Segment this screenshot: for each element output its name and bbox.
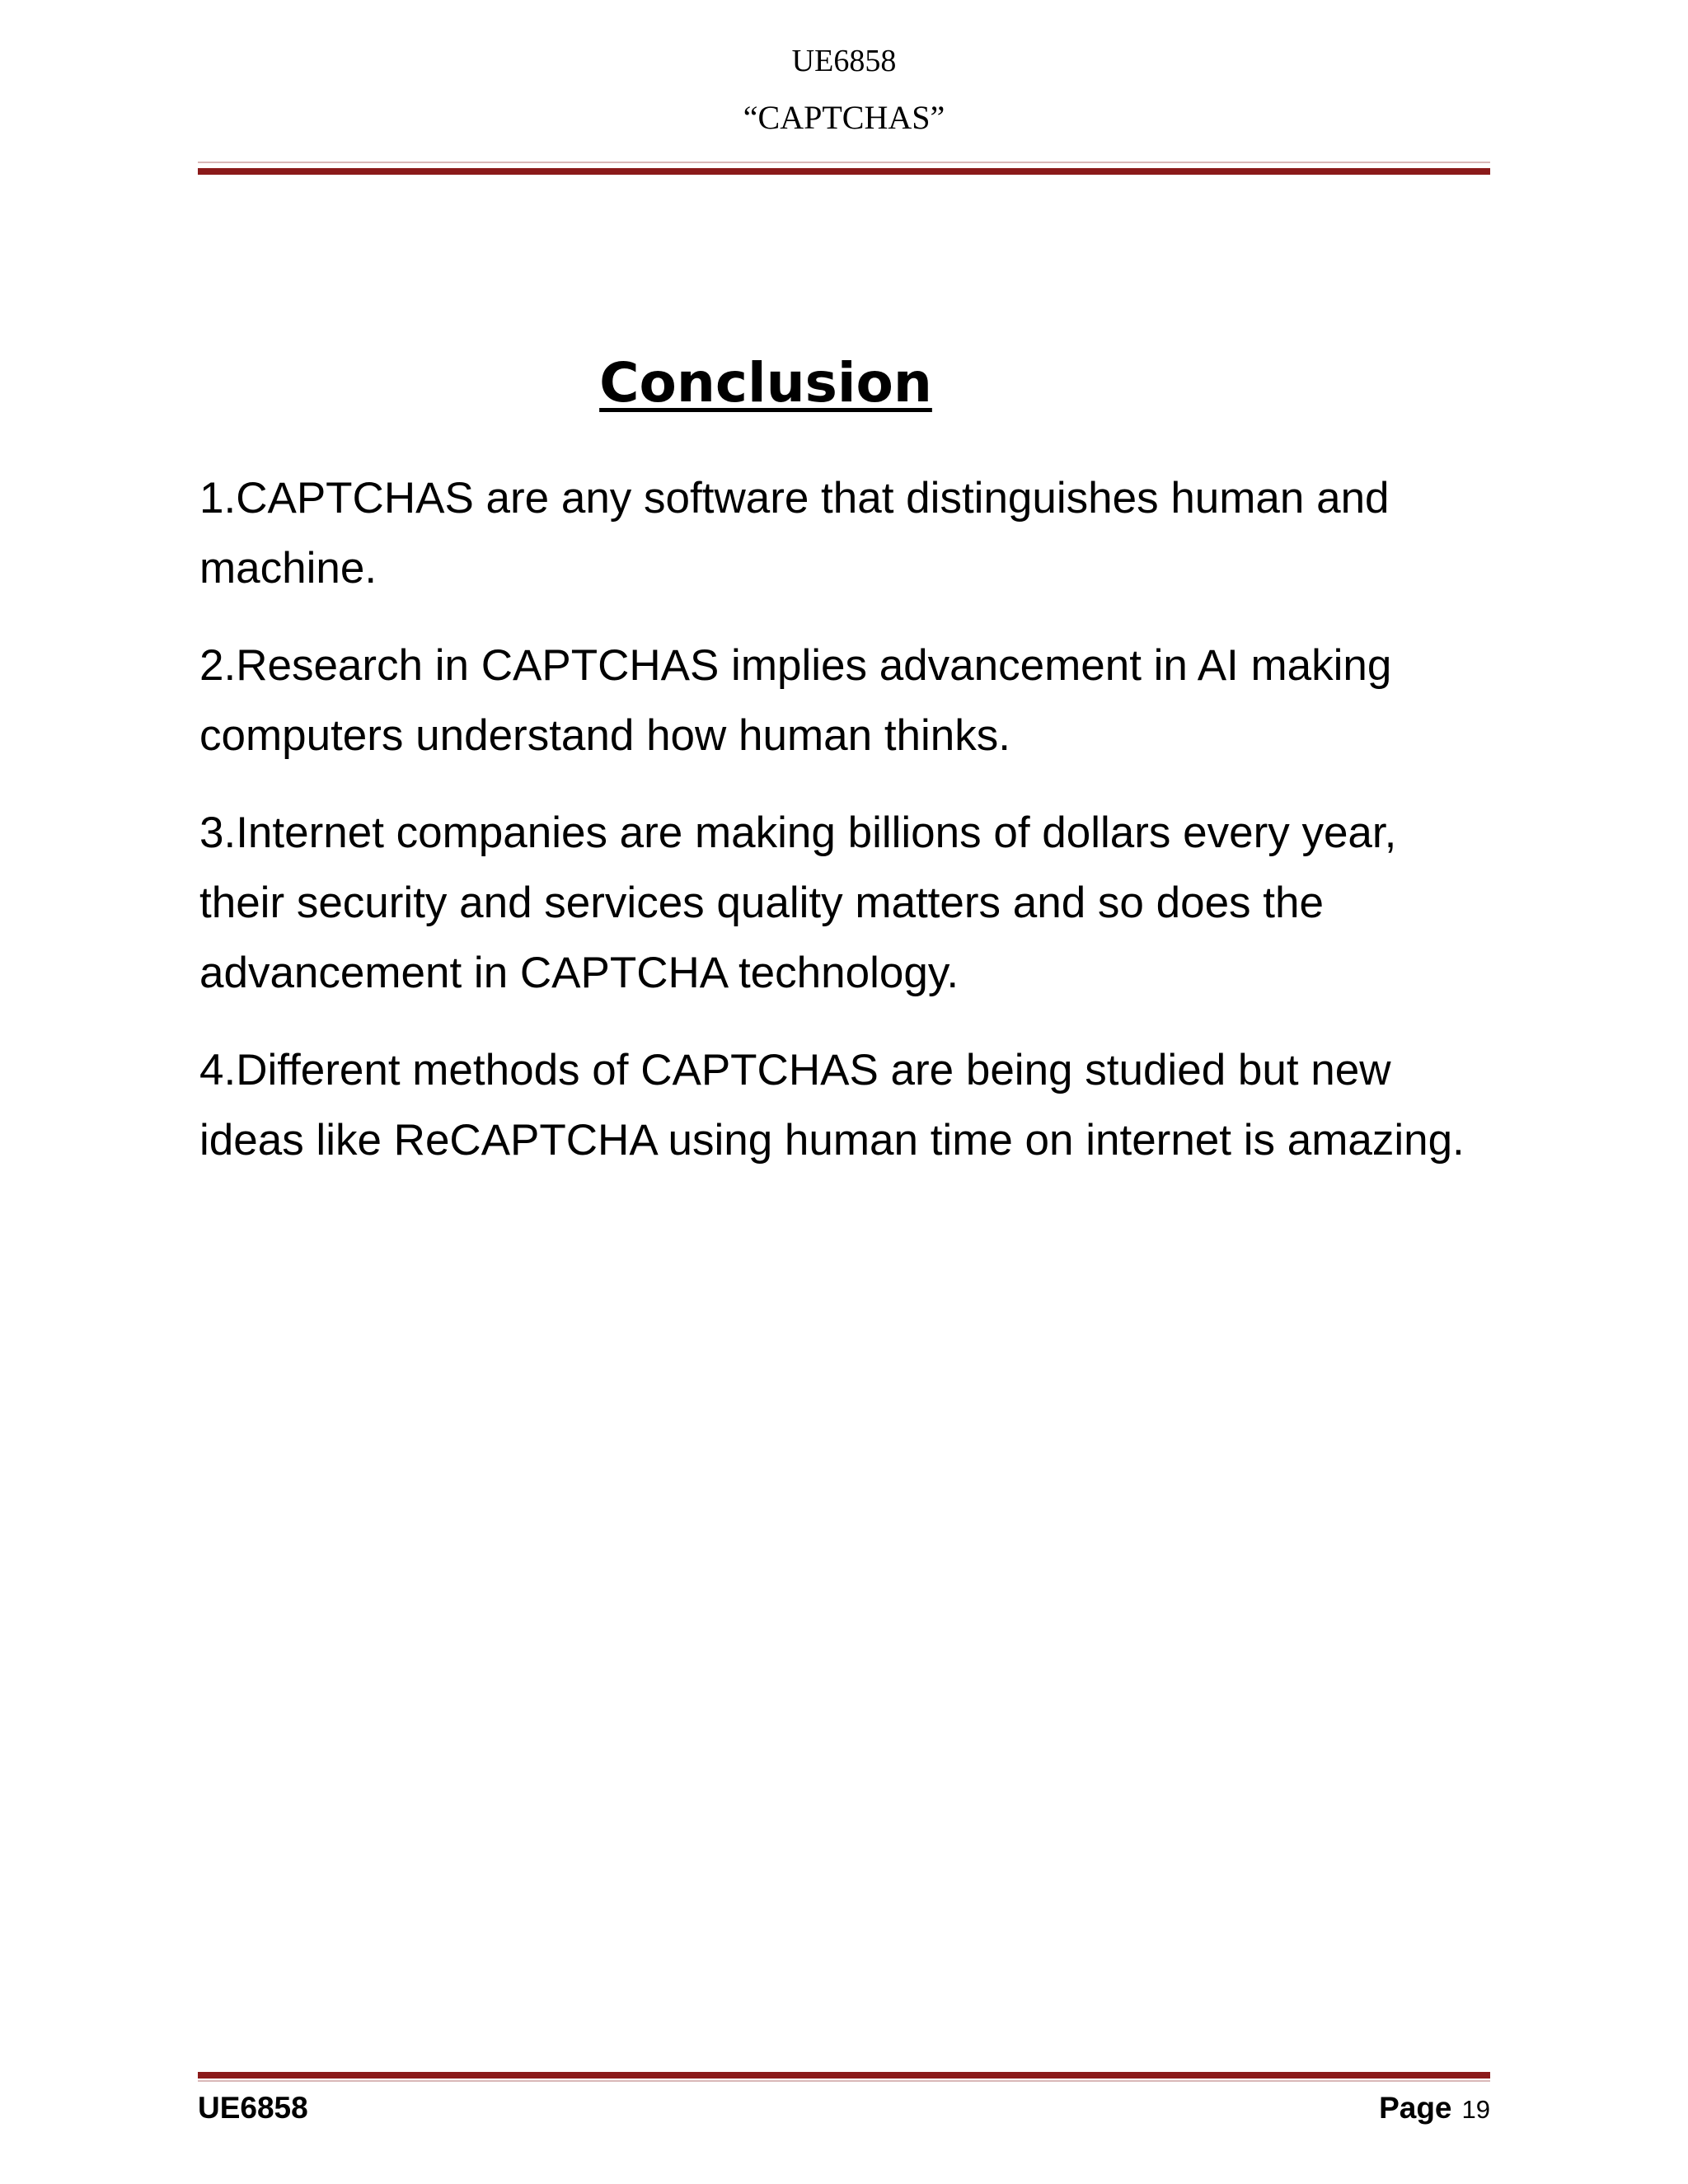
page-indicator xyxy=(1379,2083,1490,2139)
footer-course-code: UE6858 xyxy=(198,2091,308,2125)
page-footer xyxy=(198,2083,1490,2133)
conclusion-list xyxy=(199,463,1485,1202)
page-label: Page xyxy=(1379,2091,1452,2125)
conclusion-point: 1.CAPTCHAS are any software that distinguishes human and machine. xyxy=(199,474,1390,593)
conclusion-point: 4.Different methods of CAPTCHAS are being studied but new ideas like ReCAPTCHA using human time on internet is amazing. xyxy=(199,1046,1465,1165)
header-document-title: “CAPTCHAS” xyxy=(743,99,945,136)
page-header xyxy=(0,40,1688,140)
header-course-code: UE6858 xyxy=(791,44,897,78)
header-divider xyxy=(198,168,1490,175)
header-divider-thin xyxy=(198,162,1490,163)
footer-divider xyxy=(198,2072,1490,2079)
conclusion-point: 3.Internet companies are making billions of dollars every year, their security and services quality matters and so does the advancement in CAPTCHA technology. xyxy=(199,808,1397,997)
section-heading: Conclusion xyxy=(599,351,932,415)
conclusion-point: 2.Research in CAPTCHAS implies advancement in AI making computers understand how human thinks. xyxy=(199,641,1392,760)
footer-divider-thin xyxy=(198,2080,1490,2082)
page-number: 19 xyxy=(1461,2095,1490,2124)
